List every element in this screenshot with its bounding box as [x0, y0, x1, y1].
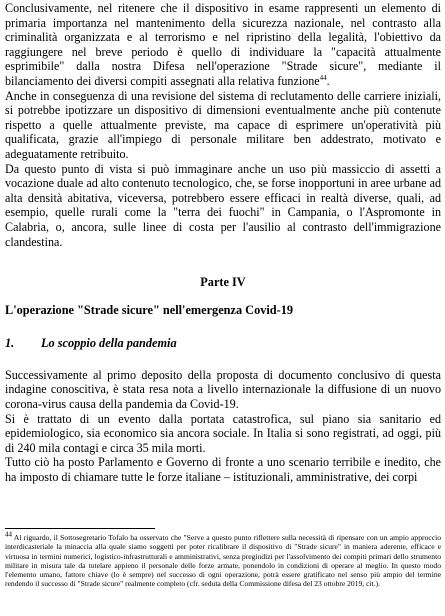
section-number: 1. [5, 336, 15, 351]
section-heading [5, 336, 441, 351]
section-title: Lo scoppio della pandemia [41, 336, 177, 351]
section-paragraph-2: Si è trattato di un evento dalla portata catastrofica, sul piano sia sanitario ed epidemiologico, sia economico sia ancora sociale. In Italia si sono registrati, ad oggi, più di 240 mila contagi e circa 35 mila morti. [5, 411, 441, 455]
body-paragraph-2: Anche in conseguenza di una revisione del sistema di reclutamento delle carriere iniziali, si potrebbe ipotizzare un dispositivo di dimensioni eventualmente anche più contenute rispetto a quelle attualmente previste, ma capace di esprimere un'operatività più qualificata, grazie all'impiego di personale militare ben addestrato, motivato e adeguatamente retribuito. [5, 88, 441, 161]
footnote-text: Al riguardo, il Sottosegretario Tofalo ha osservato che "Serve a questo punto riflettere sulla necessità di ripensare con un ampio approccio interdicasteriale la minaccia alla quale siamo soggetti per poter ricalibrare il dispositivo di "Strade sicure" in maniera aderente, efficace e virtuosa in termini numerici, logistico-infrastrutturali e amministrativi, senza pregiudizi per l'assolvimento dei compiti primari dello strumento militare in misura tale da tutelare appieno il personale delle forze armate, ponendolo in condizioni di operare al meglio. In questo modo l'elemento umano, fattore chiave (lo è sempre) nel successo di ogni operazione, potrà essere gratificato nel senso più ampio del termine rendendo il successo di "Strade sicure" realmente completo (cfr. seduta della Commissione difesa del 23 ottobre 2019, cit.). [5, 533, 441, 589]
part-heading: Parte IV [200, 275, 246, 290]
footnote-number: 44 [5, 530, 12, 539]
footnote-44 [5, 530, 441, 589]
chapter-title: L'operazione "Strade sicure" nell'emergenza Covid-19 [5, 302, 294, 317]
footnote-reference[interactable]: 44 [319, 73, 327, 82]
page-body [5, 0, 441, 485]
body-paragraph-3: Da questo punto di vista si può immaginare anche un uso più massiccio di assetti a vocazione duale ad alto contenuto tecnologico, che, se forse inopportuni in aree urbane ad alta densità abitativa, viceversa, potrebbero essere efficaci in realtà diverse, quali, ad esempio, quelle rurali come la "terra dei fuochi" in Campania, o l'Aspromonte in Calabria, o, ancora, sulle linee di costa per l'ausilio al contrasto dell'immigrazione clandestina. [5, 161, 441, 249]
body-paragraph-1: Conclusivamente, nel ritenere che il dispositivo in esame rappresenti un elemento di primaria importanza nel mantenimento della sicurezza nazionale, nel contrasto alla criminalità organizzata e al terrorismo e nel ripristino della legalità, l'obiettivo da raggiungere nel breve periodo è quello di individuare la "capacità attualmente esprimibile" dalla nostra Difesa nell'operazione "Strade sicure", mediante il bilanciamento dei diversi compiti assegnati alla relativa funzione$^{44}$. [5, 1, 441, 88]
section-paragraph-3: Tutto ciò ha posto Parlamento e Governo di fronte a uno scenario terribile e inedito, che ha imposto di chiamare tutte le forze italiane – istituzionali, amministrative, dei corpi [5, 455, 441, 485]
section-paragraph-1: Successivamente al primo deposito della proposta di documento conclusivo di questa indagine conoscitiva, è stata resa nota a livello internazionale la diffusione di un nuovo corona-virus causa della pandemia da Covid-19. [5, 367, 441, 412]
footnote-separator [5, 528, 155, 529]
